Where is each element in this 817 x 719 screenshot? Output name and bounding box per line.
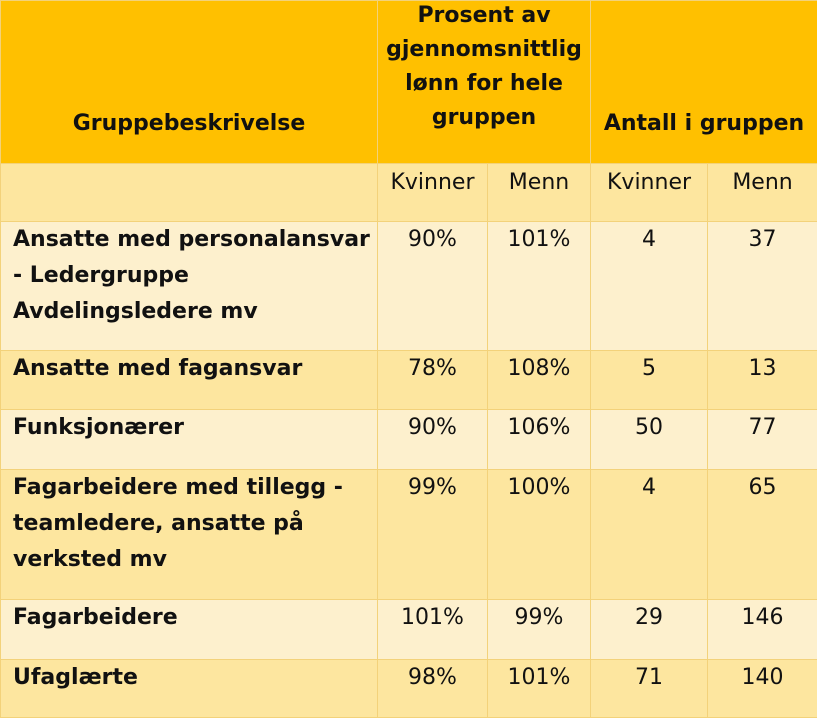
row-description [1, 660, 378, 718]
percent-line-4: gruppen [431, 105, 537, 130]
subheader-women-cnt: Kvinner [591, 164, 708, 222]
women-percent: 99% [378, 470, 488, 600]
women-percent: 101% [378, 600, 488, 660]
row-desc-line: Ufaglærte [13, 665, 138, 690]
men-count: 77 [708, 410, 817, 470]
header-group-description [1, 1, 378, 164]
percent-line-1: Prosent av [417, 3, 551, 28]
table-row [1, 222, 817, 351]
men-count: 65 [708, 470, 817, 600]
men-count: 37 [708, 222, 817, 351]
women-count: 29 [591, 600, 708, 660]
table-row [1, 410, 817, 470]
row-desc-line: teamledere, ansatte på [13, 511, 304, 536]
row-desc-line: Funksjonærer [13, 415, 184, 440]
men-percent: 106% [488, 410, 591, 470]
table-row [1, 470, 817, 600]
men-percent: 101% [488, 222, 591, 351]
row-description [1, 600, 378, 660]
women-percent: 90% [378, 410, 488, 470]
table-row [1, 351, 817, 410]
women-percent: 98% [378, 660, 488, 718]
header-count-in-group [591, 1, 817, 164]
row-desc-line: Avdelingsledere mv [13, 299, 258, 324]
row-desc-line: Ansatte med fagansvar [13, 356, 303, 381]
row-desc-line: verksted mv [13, 547, 167, 572]
row-description [1, 410, 378, 470]
percent-line-2: gjennomsnittlig [386, 37, 582, 62]
subheader-men-pct: Menn [488, 164, 591, 222]
row-description [1, 351, 378, 410]
women-count: 5 [591, 351, 708, 410]
group-description-label: Gruppebeskrivelse [72, 111, 306, 136]
women-count: 4 [591, 470, 708, 600]
men-count: 140 [708, 660, 817, 718]
row-description [1, 222, 378, 351]
women-percent: 78% [378, 351, 488, 410]
women-percent: 90% [378, 222, 488, 351]
men-percent: 108% [488, 351, 591, 410]
percent-line-3: lønn for hele [405, 71, 563, 96]
subheader-women-pct: Kvinner [378, 164, 488, 222]
men-count: 13 [708, 351, 817, 410]
row-description [1, 470, 378, 600]
header-percent-of-average [378, 1, 591, 164]
women-count: 4 [591, 222, 708, 351]
row-desc-line: Fagarbeidere med tillegg - [13, 475, 343, 500]
men-percent: 99% [488, 600, 591, 660]
table-row [1, 660, 817, 718]
subheader-empty-cell [1, 164, 378, 222]
women-count: 50 [591, 410, 708, 470]
women-count: 71 [591, 660, 708, 718]
table-row [1, 600, 817, 660]
row-desc-line: Ansatte med personalansvar [13, 227, 370, 252]
men-count: 146 [708, 600, 817, 660]
men-percent: 100% [488, 470, 591, 600]
men-percent: 101% [488, 660, 591, 718]
row-desc-line: Fagarbeidere [13, 605, 178, 630]
subheader-men-cnt: Menn [708, 164, 817, 222]
row-desc-line: - Ledergruppe [13, 263, 189, 288]
count-label: Antall i gruppen [603, 111, 805, 136]
